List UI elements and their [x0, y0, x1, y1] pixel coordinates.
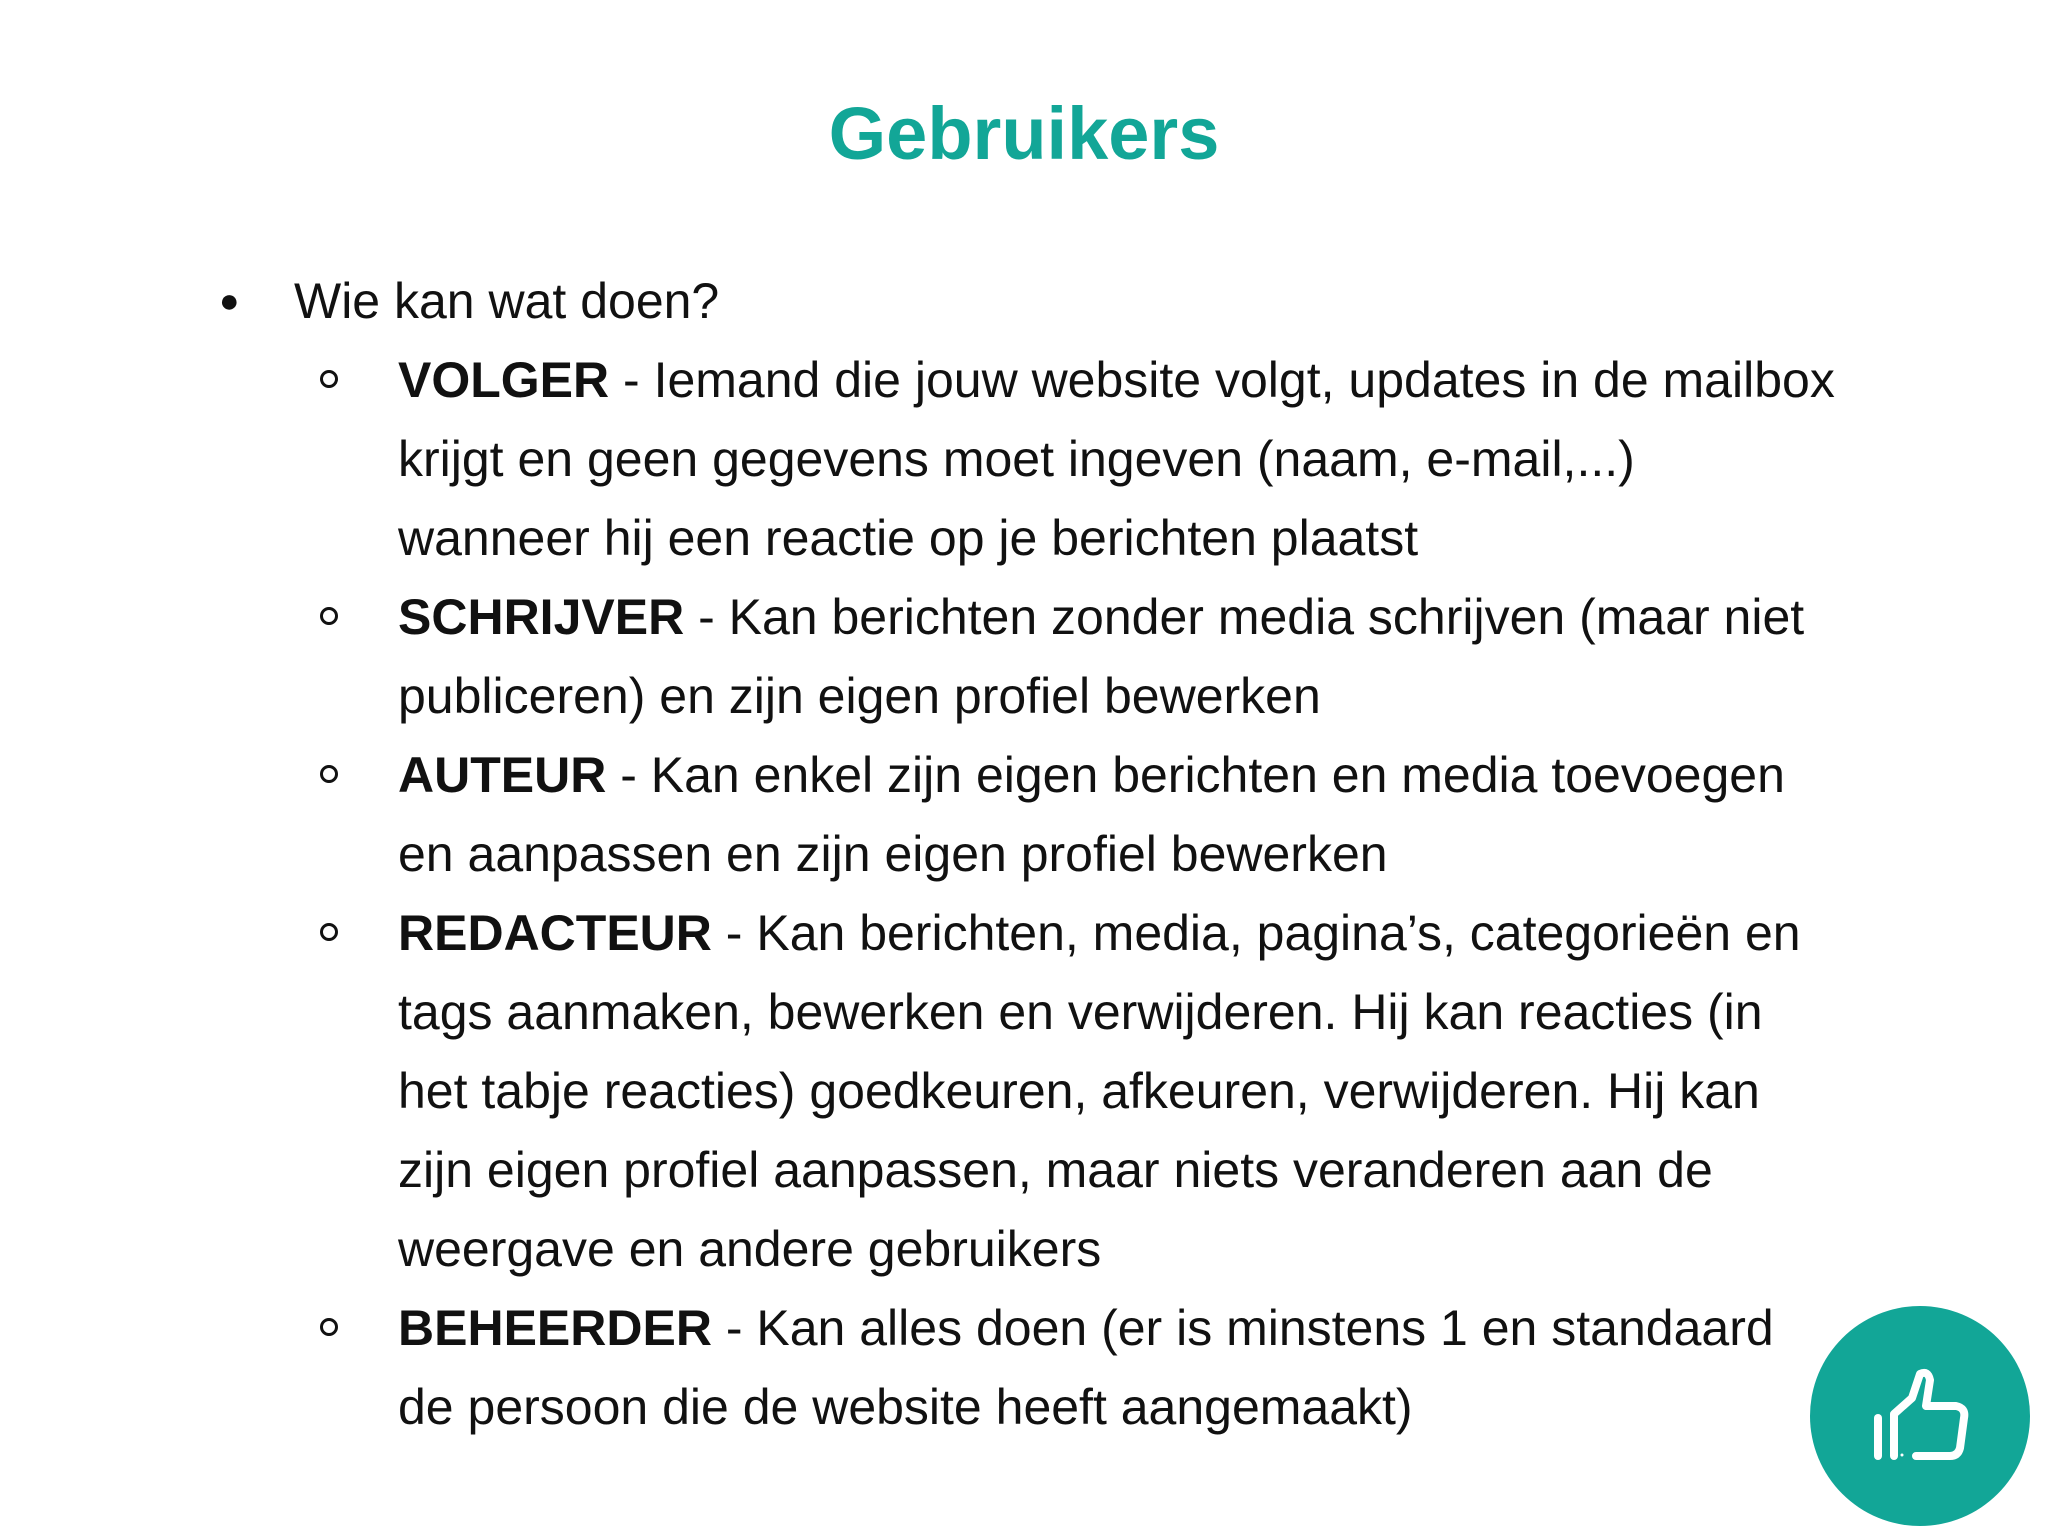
- role-name: SCHRIJVER: [398, 589, 685, 645]
- bullet-circle: [320, 765, 338, 783]
- bullet-circle: [320, 370, 338, 388]
- roles-list: [210, 341, 1835, 1447]
- question-text: Wie kan wat doen?: [294, 273, 720, 329]
- role-name: REDACTEUR: [398, 905, 712, 961]
- role-item-volger: [210, 341, 1838, 578]
- role-item-beheerder: [210, 1289, 1838, 1447]
- role-item-schrijver: [210, 578, 1838, 736]
- bullet-content: [210, 262, 1835, 1447]
- bullet-circle: [320, 607, 338, 625]
- role-item-auteur: [210, 736, 1838, 894]
- bullet-dot: ●: [219, 282, 240, 320]
- bullet-circle: [320, 923, 338, 941]
- bullet-circle: [320, 1318, 338, 1336]
- role-description: - Kan berichten zonder media schrijven (maar niet publiceren) en zijn eigen profiel bewerken: [398, 589, 1805, 724]
- role-description: - Kan enkel zijn eigen berichten en media toevoegen en aanpassen en zijn eigen profiel bewerken: [398, 747, 1785, 882]
- question-item: [210, 262, 1810, 341]
- page-title: Gebruikers: [828, 92, 1220, 175]
- role-name: BEHEERDER: [398, 1300, 712, 1356]
- role-description: - Kan alles doen (er is minstens 1 en standaard de persoon die de website heeft aangemaakt): [398, 1300, 1774, 1435]
- thumbs-up-icon: [1860, 1356, 1980, 1476]
- role-description: - Kan berichten, media, pagina’s, categorieën en tags aanmaken, bewerken en verwijderen. Hij kan reacties (in het tabje reacties) goedkeuren, afkeuren, verwijderen. Hij kan zijn eigen profiel aanpassen, maar niets veranderen aan de weergave en andere gebruikers: [398, 905, 1801, 1277]
- like-button[interactable]: [1810, 1306, 2030, 1526]
- role-item-redacteur: [210, 894, 1838, 1289]
- role-name: AUTEUR: [398, 747, 607, 803]
- role-name: VOLGER: [398, 352, 610, 408]
- role-description: - Iemand die jouw website volgt, updates in de mailbox krijgt en geen gegevens moet ingeven (naam, e-mail,...) wanneer hij een reactie op je berichten plaatst: [398, 352, 1835, 566]
